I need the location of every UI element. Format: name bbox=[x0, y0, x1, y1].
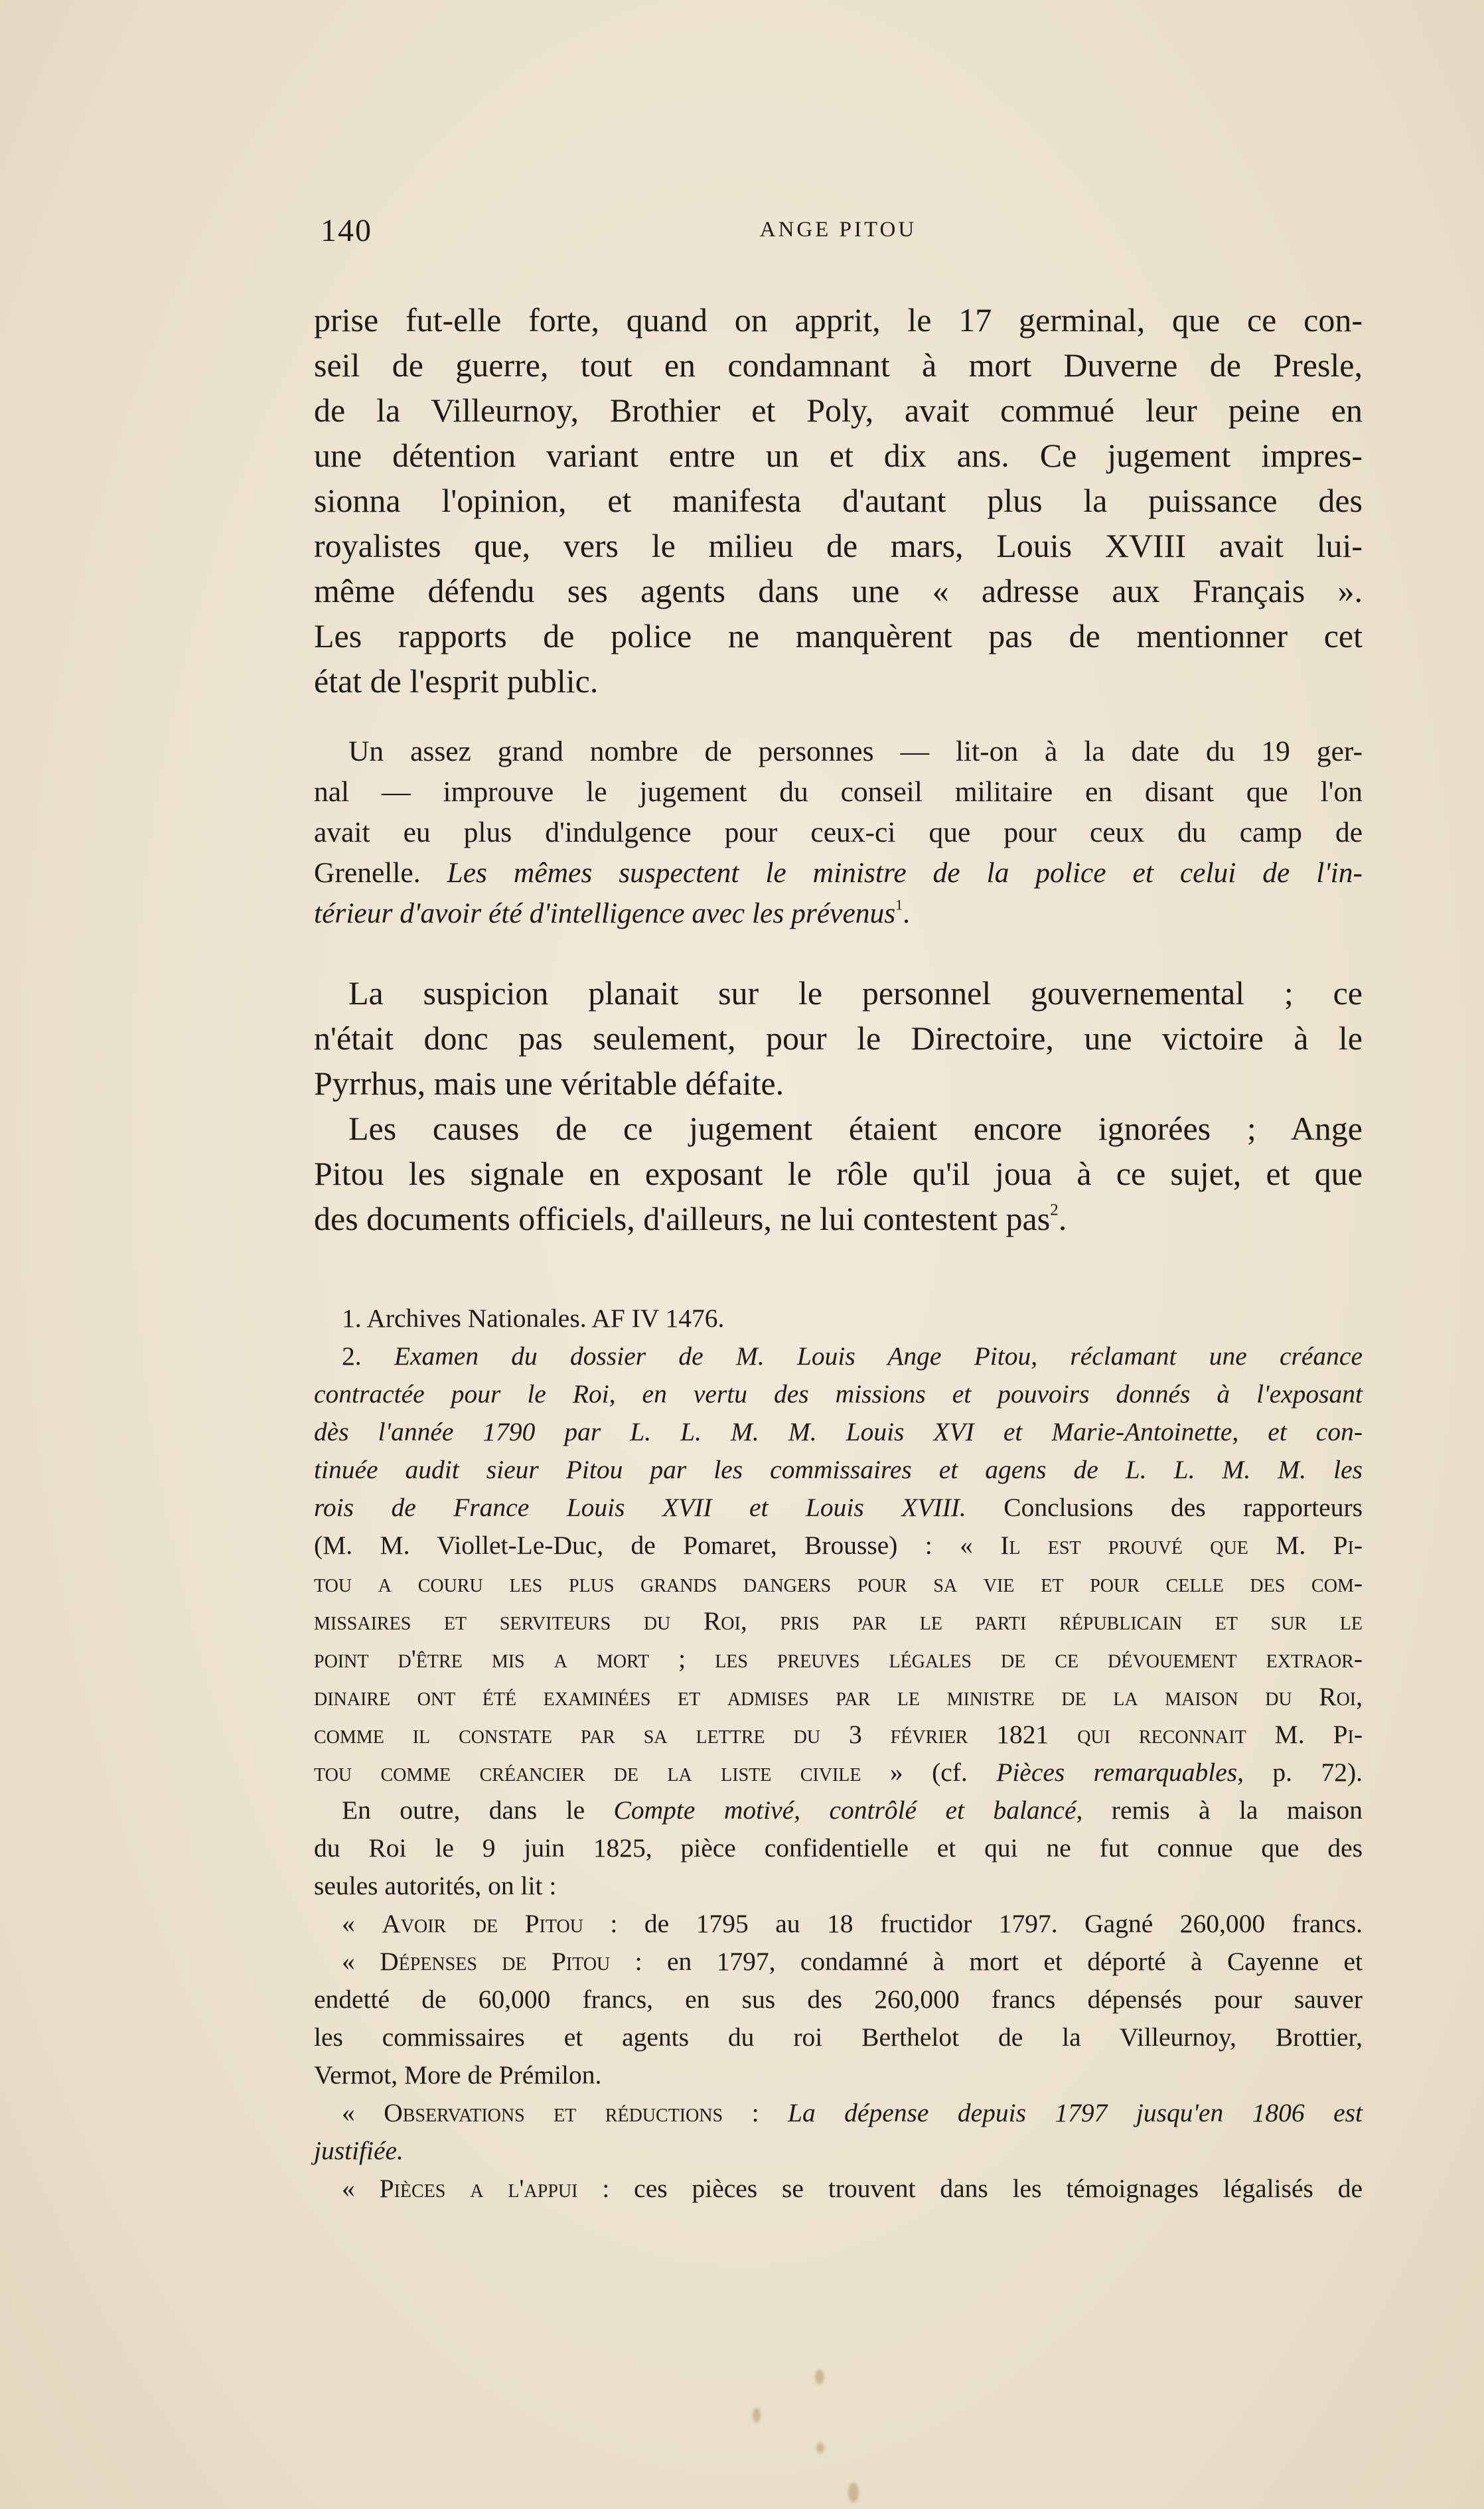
footnote-2-line bbox=[314, 1527, 1363, 1564]
footnote-number: 2. bbox=[342, 1341, 394, 1371]
text-line bbox=[314, 1196, 1363, 1241]
footnote-2-line bbox=[314, 1489, 1363, 1527]
footnote-2-line: Vermot, More de Prémilon. bbox=[314, 2060, 602, 2090]
footnote-italic: justifiée. bbox=[314, 2136, 404, 2165]
quote-line bbox=[314, 853, 1363, 893]
footnote-2-line: les commissaires et agents du roi Berthelot de la Villeurnoy, Brottier, bbox=[314, 2022, 1363, 2052]
running-title: ANGE PITOU bbox=[759, 218, 917, 242]
text-line: Les rapports de police ne manquèrent pas de mentionner cet bbox=[314, 617, 1363, 654]
text-line: une détention variant entre un et dix ans. Ce jugement impres- bbox=[314, 437, 1363, 474]
quote-italic: térieur d'avoir été d'intelligence avec les prévenus bbox=[314, 897, 896, 929]
footnote-2-line bbox=[314, 1791, 1363, 1829]
footnote-2-line: endetté de 60,000 francs, en sus des 260,000 francs dépensés pour sauver bbox=[314, 1985, 1363, 2014]
footnote-italic: dès l'année 1790 par L. L. M. M. Louis XVI et Marie-Antoinette, et con- bbox=[314, 1417, 1363, 1446]
quote-mark: « bbox=[342, 2174, 380, 2203]
footnote-roman: En outre, dans le bbox=[342, 1795, 614, 1825]
quote-mark: « bbox=[342, 1947, 380, 1976]
text-line: royalistes que, vers le milieu de mars, Louis XVIII avait lui- bbox=[314, 527, 1363, 564]
footnote-ref-1[interactable]: 1 bbox=[895, 897, 903, 913]
footnote-2-line bbox=[314, 1754, 1363, 1791]
footnote-roman: : en 1797, condamné à mort et déporté à Cayenne et bbox=[610, 1947, 1363, 1976]
footnote-2-line: du Roi le 9 juin 1825, pièce confidentielle et qui ne fut connue que des bbox=[314, 1833, 1363, 1863]
footnote-smallcaps: Il est prouvé que M. Pi- bbox=[1000, 1531, 1363, 1560]
paper-stain bbox=[816, 2443, 824, 2453]
footnote-italic: rois de France Louis XVII et Louis XVIII. bbox=[314, 1493, 966, 1522]
quote-mark: « bbox=[342, 2098, 384, 2127]
paper-stain bbox=[848, 2482, 859, 2502]
period: . bbox=[1058, 1200, 1067, 1237]
quote-line: Un assez grand nombre de personnes — lit-on à la date du 19 ger- bbox=[348, 735, 1363, 767]
text-line: seil de guerre, tout en condamnant à mort Duverne de Presle, bbox=[314, 346, 1363, 384]
footnote-2-line bbox=[314, 1943, 1363, 1981]
footnote-smallcaps: tou comme créancier de la liste civile bbox=[314, 1758, 861, 1787]
footnote-2-line: seules autorités, on lit : bbox=[314, 1871, 557, 1900]
text-line-content: des documents officiels, d'ailleurs, ne lui contestent pas bbox=[314, 1200, 1051, 1237]
paper-stain bbox=[815, 2370, 824, 2384]
text-line: de la Villeurnoy, Brothier et Poly, avait commué leur peine en bbox=[314, 392, 1363, 429]
text-line: sionna l'opinion, et manifesta d'autant plus la puissance des bbox=[314, 482, 1363, 519]
footnote-smallcaps: Observations et réductions bbox=[384, 2098, 723, 2127]
footnote-italic: tinuée audit sieur Pitou par les commissaires et agens de L. L. M. M. les bbox=[314, 1455, 1363, 1484]
footnote-roman: : de 1795 au 18 fructidor 1797. Gagné 260,000 francs. bbox=[583, 1909, 1363, 1938]
quote-line: avait eu plus d'indulgence pour ceux-ci que pour ceux du camp de bbox=[314, 816, 1363, 848]
footnote-italic: contractée pour le Roi, en vertu des missions et pouvoirs donnés à l'exposant bbox=[314, 1379, 1363, 1408]
footnote-2-line: missaires et serviteurs du Roi, pris par le parti républicain et sur le bbox=[314, 1606, 1363, 1635]
footnote-smallcaps: Dépenses de Pitou bbox=[380, 1947, 611, 1976]
footnote-italic: Pièces remarquables bbox=[996, 1758, 1238, 1787]
text-line: Les causes de ce jugement étaient encore ignorées ; Ange bbox=[348, 1110, 1363, 1147]
text-line: prise fut-elle forte, quand on apprit, le 17 germinal, que ce con- bbox=[314, 301, 1363, 339]
page-number: 140 bbox=[321, 213, 372, 248]
footnote-smallcaps: Avoir de Pitou bbox=[382, 1909, 583, 1938]
quote-italic: Les mêmes suspectent le ministre de la police et celui de l'in- bbox=[447, 857, 1363, 889]
text-line: Pyrrhus, mais une véritable défaite. bbox=[314, 1065, 784, 1102]
footnote-2-line bbox=[314, 1905, 1363, 1943]
footnote-italic: Examen du dossier de M. Louis Ange Pitou, réclamant une créance bbox=[394, 1341, 1363, 1371]
footnote-2-line: tou a couru les plus grands dangers pour sa vie et pour celle des com- bbox=[314, 1568, 1363, 1598]
footnote-roman: : ces pièces se trouvent dans les témoignages légalisés de bbox=[577, 2174, 1363, 2203]
footnote-roman: , p. 72). bbox=[1237, 1758, 1363, 1787]
footnote-italic: Compte motivé, contrôlé et balancé bbox=[613, 1795, 1076, 1825]
footnote-2-line: point d'être mis a mort ; les preuves légales de ce dévouement extraor- bbox=[314, 1644, 1363, 1673]
footnote-roman: (M. M. Viollet-Le-Duc, de Pomaret, Brousse) : « bbox=[314, 1531, 1001, 1560]
paper-stain bbox=[753, 2408, 761, 2423]
running-header bbox=[314, 212, 1363, 252]
quote-mark: « bbox=[342, 1909, 382, 1938]
footnote-2-line bbox=[314, 1375, 1363, 1413]
footnote-ref-2[interactable]: 2 bbox=[1050, 1201, 1059, 1219]
footnote-roman: Conclusions des rapporteurs bbox=[966, 1493, 1363, 1522]
footnote-2-line bbox=[314, 1413, 1363, 1451]
footnote-italic: La dépense depuis 1797 jusqu'en 1806 est bbox=[788, 2098, 1363, 2127]
footnote-roman: , remis à la maison bbox=[1076, 1795, 1363, 1825]
footnote-2-line bbox=[314, 1337, 1363, 1375]
footnote-roman: » (cf. bbox=[861, 1758, 997, 1787]
footnote-2-line bbox=[314, 1451, 1363, 1489]
text-line: n'était donc pas seulement, pour le Directoire, une victoire à le bbox=[314, 1020, 1363, 1057]
footnote-2-line bbox=[314, 2170, 1363, 2208]
quote-line bbox=[314, 893, 1363, 934]
footnote-2-line bbox=[314, 2132, 1363, 2170]
footnote-2-line: comme il constate par sa lettre du 3 février 1821 qui reconnait M. Pi- bbox=[314, 1720, 1363, 1749]
footnote-roman: : bbox=[723, 2098, 788, 2127]
text-line: La suspicion planait sur le personnel gouvernemental ; ce bbox=[348, 974, 1363, 1012]
text-line: état de l'esprit public. bbox=[314, 662, 599, 700]
footnote-1: 1. Archives Nationales. AF IV 1476. bbox=[342, 1304, 725, 1333]
text-line: même défendu ses agents dans une « adresse aux Français ». bbox=[314, 572, 1363, 609]
footnote-2-line: dinaire ont été examinées et admises par le ministre de la maison du Roi, bbox=[314, 1682, 1363, 1711]
text-line: Pitou les signale en exposant le rôle qu'il joua à ce sujet, et que bbox=[314, 1155, 1363, 1192]
quote-line: nal — improuve le jugement du conseil militaire en disant que l'on bbox=[314, 776, 1363, 808]
footnote-smallcaps: Pièces a l'appui bbox=[379, 2174, 578, 2203]
quote-roman: Grenelle. bbox=[314, 857, 447, 889]
quote-period: . bbox=[903, 897, 910, 929]
footnote-2-line bbox=[314, 2094, 1363, 2132]
